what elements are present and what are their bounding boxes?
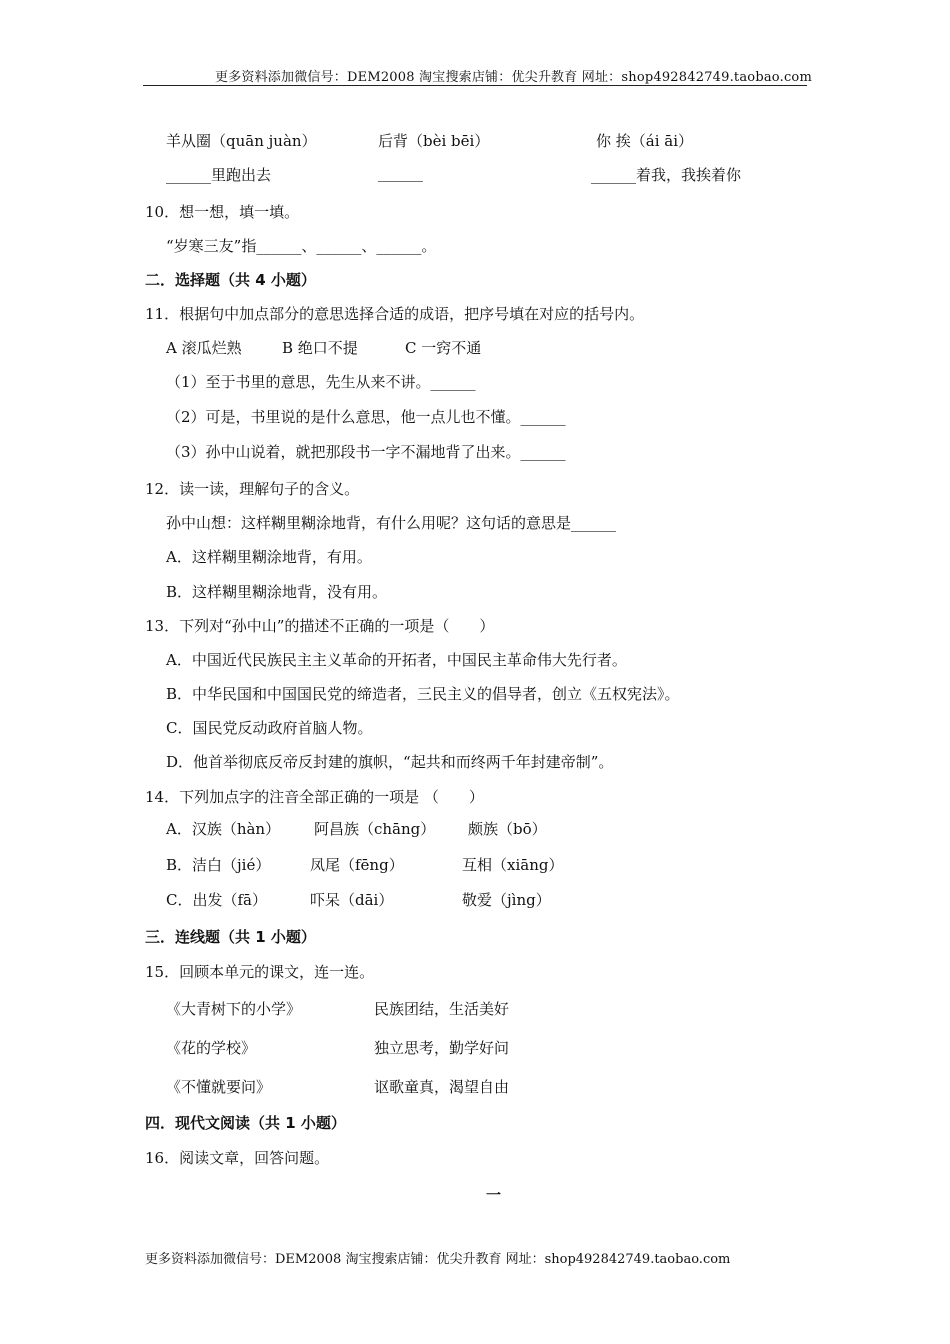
section-4-heading: 四．现代文阅读（共 1 小题） <box>145 1114 346 1132</box>
section-3-heading: 三．连线题（共 1 小题） <box>145 928 316 946</box>
q11-title: 11．根据句中加点部分的意思选择合适的成语，把序号填在对应的括号内。 <box>145 305 645 323</box>
section-2-heading: 二．选择题（共 4 小题） <box>145 271 316 289</box>
q11-option-c: C 一窍不通 <box>405 339 482 357</box>
q13-title: 13．下列对“孙中山”的描述不正确的一项是（ ） <box>145 617 495 635</box>
q13-option-c[interactable]: C．国民党反动政府首脑人物。 <box>166 719 373 737</box>
q9-blank-2[interactable]: ______ <box>378 164 423 182</box>
q9-blank-3[interactable]: ______着我，我挨着你 <box>591 166 742 184</box>
q10-title: 10．想一想，填一填。 <box>145 203 300 221</box>
q12-option-b[interactable]: B．这样糊里糊涂地背，没有用。 <box>166 583 388 601</box>
q13-option-d[interactable]: D．他首举彻底反帝反封建的旗帜，“起共和而终两千年封建帝制”。 <box>166 753 614 771</box>
q15-left-1[interactable]: 《大青树下的小学》 <box>166 1000 302 1018</box>
q13-option-a[interactable]: A．中国近代民族民主主义革命的开拓者，中国民主革命伟大先行者。 <box>166 651 627 669</box>
q15-right-1[interactable]: 民族团结，生活美好 <box>374 1000 510 1018</box>
page-header: 更多资料添加微信号：DEM2008 淘宝搜索店铺：优尖升教育 网址：shop492842749.taobao.com <box>215 70 812 85</box>
q14-option-c-2: 吓呆（dāi） <box>310 891 394 909</box>
q14-option-c-1[interactable]: C．出发（fā） <box>166 891 267 909</box>
q12-text[interactable]: 孙中山想：这样糊里糊涂地背，有什么用呢？这句话的意思是______ <box>166 514 617 532</box>
q9-word-2: 后背（bèi bēi） <box>378 132 490 150</box>
q16-title: 16．阅读文章，回答问题。 <box>145 1149 330 1167</box>
q14-option-a-3: 颇族（bō） <box>468 820 547 838</box>
q12-title: 12．读一读，理解句子的含义。 <box>145 480 360 498</box>
q14-title: 14．下列加点字的注音全部正确的一项是 （ ） <box>145 788 484 806</box>
q14-option-a-2: 阿昌族（chāng） <box>314 820 436 838</box>
page-footer: 更多资料添加微信号：DEM2008 淘宝搜索店铺：优尖升教育 网址：shop492842749.taobao.com <box>145 1252 731 1267</box>
q14-option-b-1[interactable]: B．洁白（jié） <box>166 856 271 874</box>
q13-option-b[interactable]: B．中华民国和中国国民党的缔造者，三民主义的倡导者，创立《五权宪法》。 <box>166 685 680 703</box>
q11-option-b: B 绝口不提 <box>282 339 358 357</box>
q14-option-b-2: 凤尾（fēng） <box>310 856 404 874</box>
q9-word-3: 你 挨（ái āi） <box>596 132 694 150</box>
q15-left-3[interactable]: 《不懂就要问》 <box>166 1078 272 1096</box>
q15-right-3[interactable]: 讴歌童真，渴望自由 <box>374 1078 510 1096</box>
header-divider <box>143 85 807 86</box>
q15-title: 15．回顾本单元的课文，连一连。 <box>145 963 375 981</box>
q10-text[interactable]: “岁寒三友”指______、______、______。 <box>166 237 437 255</box>
page-number-mark: 一 <box>486 1186 502 1204</box>
q14-option-c-3: 敬爱（jìng） <box>462 891 551 909</box>
q15-right-2[interactable]: 独立思考，勤学好问 <box>374 1039 510 1057</box>
q9-word-1: 羊从圈（quān juàn） <box>166 132 317 150</box>
q11-option-a: A 滚瓜烂熟 <box>166 339 242 357</box>
q14-option-b-3: 互相（xiāng） <box>462 856 564 874</box>
q15-left-2[interactable]: 《花的学校》 <box>166 1039 257 1057</box>
q12-option-a[interactable]: A．这样糊里糊涂地背，有用。 <box>166 548 372 566</box>
q11-item-1[interactable]: （1）至于书里的意思，先生从来不讲。______ <box>166 373 476 391</box>
q9-blank-1[interactable]: ______里跑出去 <box>166 166 272 184</box>
q11-item-3[interactable]: （3）孙中山说着，就把那段书一字不漏地背了出来。______ <box>166 443 566 461</box>
q14-option-a-1[interactable]: A．汉族（hàn） <box>166 820 281 838</box>
q11-item-2[interactable]: （2）可是，书里说的是什么意思，他一点儿也不懂。______ <box>166 408 566 426</box>
